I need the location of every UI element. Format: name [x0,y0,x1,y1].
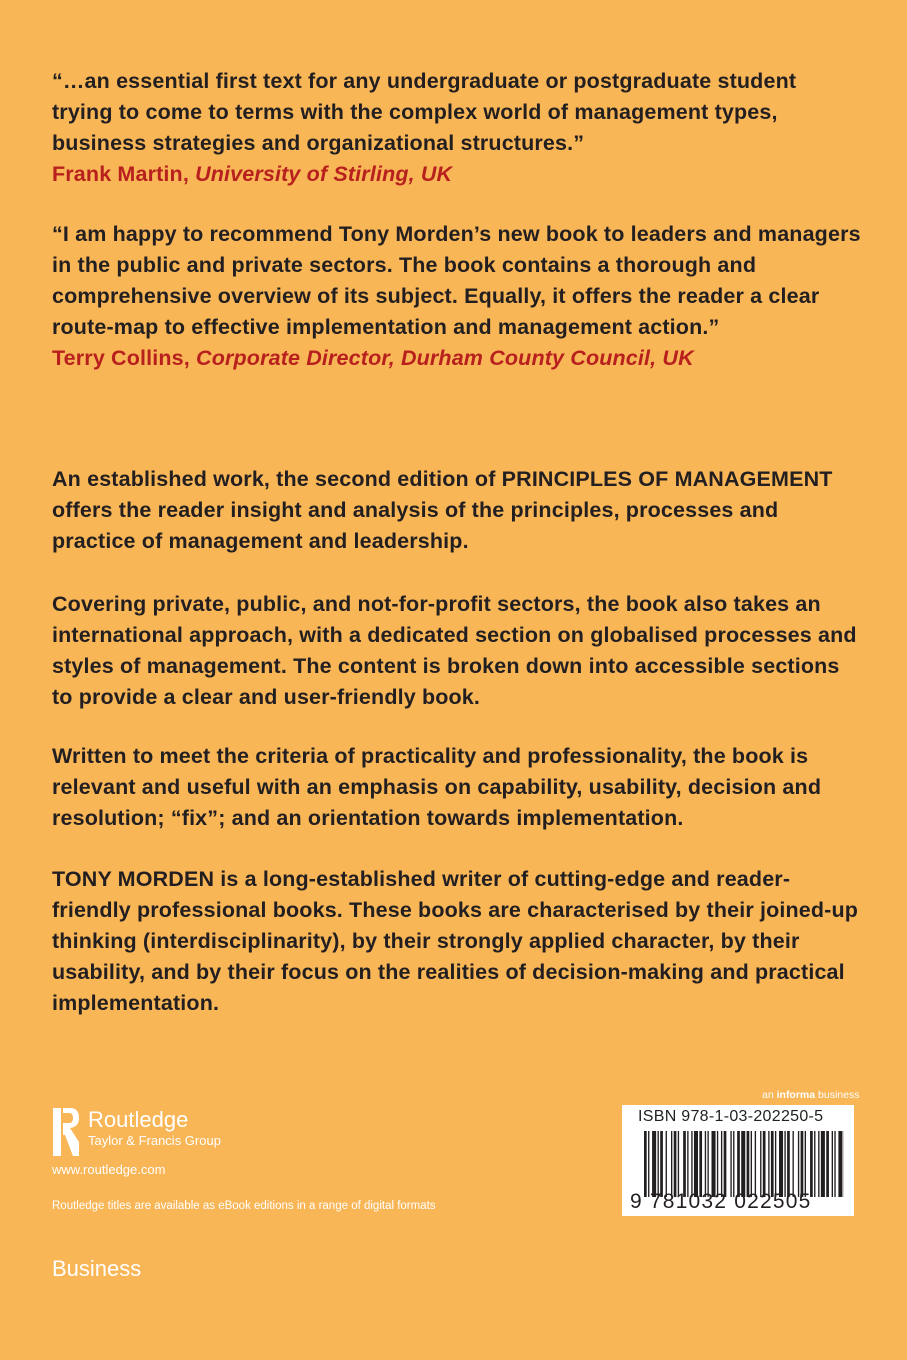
publisher-url[interactable]: www.routledge.com [52,1162,166,1177]
publisher-logo [52,1107,221,1157]
barcode-bar [818,1131,819,1197]
quote-2-affiliation: Corporate Director, Durham County Council, UK [196,346,694,370]
description-paragraph-1: An established work, the second edition of PRINCIPLES OF MANAGEMENT offers the reader insight and analysis of the principles, processes and practice of management and leadership. [52,467,833,553]
barcode-bar [798,1131,799,1197]
quote-2-author: Terry Collins, [52,346,190,370]
barcode-bar [674,1131,677,1197]
barcode-bar [644,1131,647,1197]
barcode-bar [814,1131,815,1197]
barcode-bar [805,1131,806,1197]
barcode-icon [644,1131,844,1197]
barcode-bar [652,1131,656,1197]
barcode-bar [834,1131,835,1197]
barcode-bar [775,1131,776,1197]
routledge-r-icon [52,1107,80,1157]
barcode-bar [832,1131,833,1197]
barcode-bar [724,1131,727,1197]
informa-business-mark: an informa business [762,1089,860,1101]
barcode-bar [658,1131,659,1197]
barcode-bar [801,1131,804,1197]
barcode-bar [678,1131,679,1197]
quote-1-affiliation: University of Stirling, UK [195,162,453,186]
barcode-bar [733,1131,734,1197]
barcode-bar [687,1131,688,1197]
barcode-bar [648,1131,649,1197]
description-paragraph-2: Covering private, public, and not-for-profit sectors, the book also takes an international approach, with a dedicated section on globalised processes and styles of management. The content is broken down into accessible sections to provide a clear and user-friendly book. [52,592,857,709]
publisher-name: Routledge [88,1107,189,1132]
quote-1-text: “…an essential first text for any undergraduate or postgraduate student trying to come to terms with the complex world of management types, business strategies and organizational structures.” [52,69,797,155]
ebook-note: Routledge titles are available as eBook editions in a range of digital formats [52,1200,436,1212]
barcode-bar [821,1131,825,1197]
barcode-bar [705,1131,706,1197]
barcode-bar [730,1131,731,1197]
barcode-bar [787,1131,790,1197]
barcode-bar [838,1131,842,1197]
barcode-bar [660,1131,663,1197]
isbn-barcode-box [622,1105,854,1216]
barcode-bar [683,1131,686,1197]
barcode-bar [721,1131,722,1197]
barcode-bar [763,1131,766,1197]
quote-2-text: “I am happy to recommend Tony Morden’s new book to leaders and managers in the public and private sectors. The book contains a thorough and comprehensive overview of its subject. Equally, it offers the reader a clear route-map to effective implementation and management action.” [52,222,861,339]
barcode-bar [793,1131,794,1197]
barcode-bar [784,1131,785,1197]
barcode-bar [747,1131,750,1197]
author-bio: TONY MORDEN is a long-established writer of cutting-edge and reader-friendly professional books. These books are characterised by their joined-up thinking (interdisciplinarity), by their strongly applied character, by their usability, and by their focus on the realities of decision-making and practical implementation. [52,867,859,1015]
barcode-bar [712,1131,716,1197]
isbn-label: ISBN 978-1-03-202250-5 [638,1108,824,1125]
barcode-bar [717,1131,718,1197]
barcode-bar [760,1131,761,1197]
barcode-bar [755,1131,756,1197]
publisher-group: Taylor & Francis Group [88,1133,221,1148]
barcode-bar [691,1131,692,1197]
barcode-bar [671,1131,672,1197]
quote-1 [52,66,862,190]
barcode-bar [826,1131,829,1197]
barcode-bar [707,1131,708,1197]
barcode-bar [771,1131,774,1197]
barcode-bar [737,1131,740,1197]
description-paragraph-3: Written to meet the criteria of practicality and professionality, the book is relevant and useful with an emphasis on capability, usability, decision and resolution; “fix”; and an orientation towards implementation. [52,744,822,830]
quote-1-author: Frank Martin, [52,162,189,186]
barcode-bar [741,1131,745,1197]
isbn-digits: 9 781032 022505 [630,1190,812,1213]
quote-2-attribution [52,346,694,370]
quote-1-attribution [52,162,452,186]
category-label: Business [52,1256,142,1281]
barcode-bar [779,1131,783,1197]
barcode-bar [666,1131,667,1197]
quote-2 [52,219,862,374]
barcode-bar [699,1131,702,1197]
barcode-bar [751,1131,752,1197]
barcode-bar [810,1131,813,1197]
barcode-bar [768,1131,769,1197]
barcode-bar [694,1131,698,1197]
